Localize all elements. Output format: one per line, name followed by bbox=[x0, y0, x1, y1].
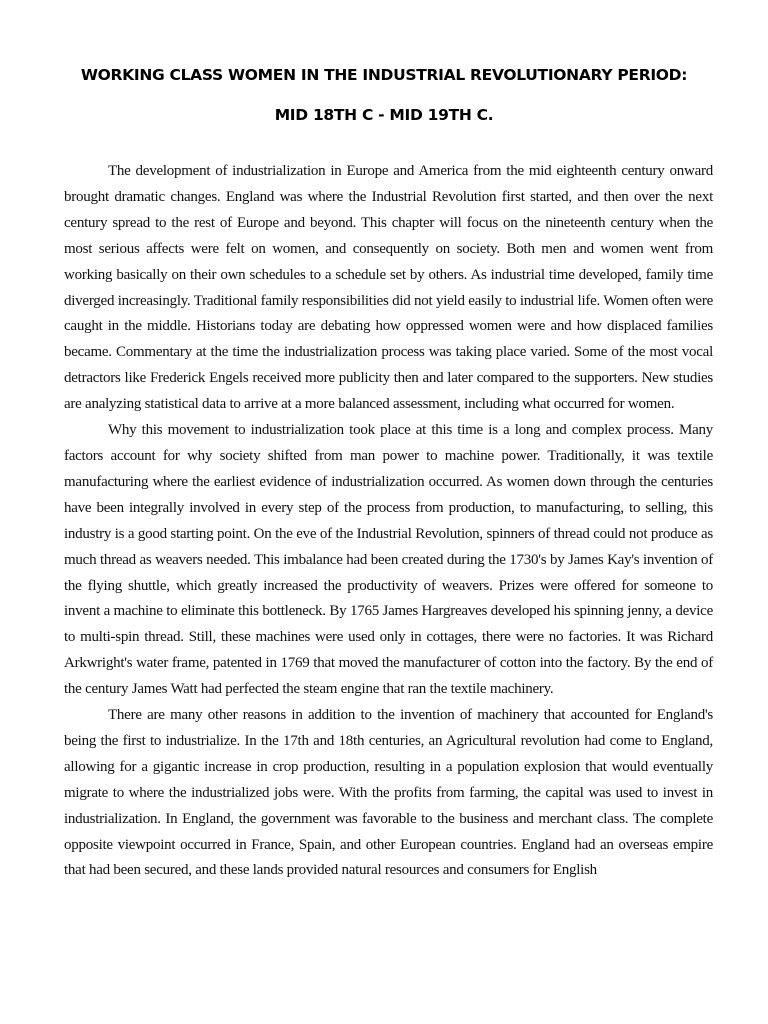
document-title-line-1: WORKING CLASS WOMEN IN THE INDUSTRIAL REVOLUTIONARY PERIOD: bbox=[80, 66, 688, 84]
paragraph-2: Why this movement to industrialization took place at this time is a long and complex process. Many factors account for why society shifted from man power to machine power. Traditionally, it was textile manufacturing where the earliest evidence of industrialization occurred. As women down through the centuries have been integrally involved in every step of the process from production, to manufacturing, to selling, this industry is a good starting point. On the eve of the Industrial Revolution, spinners of thread could not produce as much thread as weavers needed. This imbalance had been created during the 1730's by James Kay's invention of the flying shuttle, which greatly increased the productivity of weavers. Prizes were offered for someone to invent a machine to eliminate this bottleneck. By 1765 James Hargreaves developed his spinning jenny, a device to multi-spin thread. Still, these machines were used only in cottages, there were no factories. It was Richard Arkwright's water frame, patented in 1769 that moved the manufacturer of cotton into the factory. By the end of the century James Watt had perfected the steam engine that ran the textile machinery. bbox=[64, 422, 713, 698]
paragraph-1: The development of industrialization in Europe and America from the mid eighteenth century onward brought dramatic changes. England was where the Industrial Revolution first started, and then over the next century spread to the rest of Europe and beyond. This chapter will focus on the nineteenth century when the most serious affects were felt on women, and consequently on society. Both men and women went from working basically on their own schedules to a schedule set by others. As industrial time developed, family time diverged increasingly. Traditional family responsibilities did not yield easily to industrial life. Women often were caught in the middle. Historians today are debating how oppressed women were and how displaced families became. Commentary at the time the industrialization process was taking place varied. Some of the most vocal detractors like Frederick Engels received more publicity then and later compared to the supporters. New studies are analyzing statistical data to arrive at a more balanced assessment, including what occurred for women. bbox=[64, 163, 713, 413]
paragraph-3: There are many other reasons in addition to the invention of machinery that accounted for England's being the first to industrialize. In the 17th and 18th centuries, an Agricultural revolution had come to England, allowing for a gigantic increase in crop production, resulting in a population explosion that would eventually migrate to where the industrialized jobs were. With the profits from farming, the capital was used to invest in industrialization. In England, the government was favorable to the business and merchant class. The complete opposite viewpoint occurred in France, Spain, and other European countries. England had an overseas empire that had been secured, and these lands provided natural resources and consumers for English bbox=[64, 707, 713, 879]
document-title-line-2: MID 18TH C - MID 19TH C. bbox=[274, 106, 494, 124]
document-body bbox=[64, 159, 713, 884]
